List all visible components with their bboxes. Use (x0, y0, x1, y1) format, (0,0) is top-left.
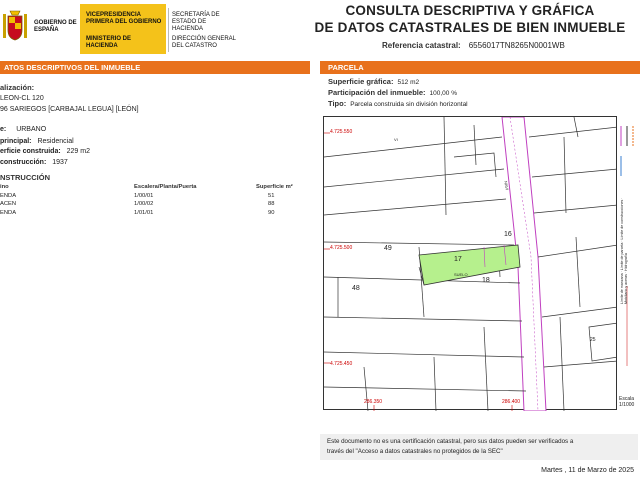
logo-divider (168, 8, 169, 52)
table-cell: ENDA (0, 209, 17, 216)
table-row (0, 193, 306, 202)
table-cell: 1/01/01 (134, 209, 154, 216)
location-label: alización: (0, 83, 35, 92)
type-value: Parcela construida sin división horizontal (350, 101, 468, 108)
gobierno-label: GOBIERNO DE ESPAÑA (34, 20, 77, 33)
use-row (0, 138, 74, 145)
direccion-label: DIRECCIÓN GENERAL DEL CATASTRO (172, 36, 236, 49)
use-value: Residencial (37, 138, 74, 145)
descriptive-data-section-bar: ATOS DESCRIPTIVOS DEL INMUEBLE (0, 61, 310, 74)
page-header (0, 0, 640, 56)
coord-label-x1: 286.350 (364, 399, 383, 405)
year-value: 1937 (52, 159, 68, 166)
participation-label: Participación del inmueble: (328, 88, 426, 97)
government-logo-block (0, 2, 240, 56)
construction-heading: NSTRUCCIÓN (0, 173, 50, 182)
coord-label-mid: 4.725.500 (330, 245, 353, 251)
built-area-row (0, 148, 90, 155)
notice-line1: Este documento no es una certificación catastral, pero sus datos pueden ser verificados a (327, 438, 574, 445)
coord-label-x2: 286.400 (502, 399, 521, 405)
construction-table (0, 184, 306, 218)
col-header-escalera: Escalera/Planta/Puerta (134, 184, 197, 190)
ministerio-label: MINISTERIO DE HACIENDA (86, 36, 132, 49)
table-cell: ACEN (0, 201, 17, 207)
document-title-line1: CONSULTA DESCRIPTIVA Y GRÁFICA (345, 3, 595, 18)
verification-notice (320, 434, 638, 460)
street-label: NAVI (503, 180, 510, 191)
vicepresidencia-label: VICEPRESIDENCIA PRIMERA DEL GOBIERNO (86, 12, 162, 25)
parcel-number-48: 48 (352, 285, 360, 292)
coord-label-top: 4.725.550 (330, 129, 353, 135)
cadastral-map[interactable] (323, 116, 617, 410)
building-tag: VI (394, 137, 398, 142)
year-label: construcción: (0, 159, 47, 166)
map-drawing (324, 117, 618, 411)
type-row (328, 99, 468, 108)
map-scale (619, 396, 634, 408)
ref-label: Referencia catastral: (382, 41, 461, 50)
col-header-superficie: Superficie m² (256, 184, 293, 190)
type-label: Tipo: (328, 99, 347, 108)
table-cell: 90 (268, 209, 275, 216)
table-row (0, 201, 306, 210)
participation-value: 100,00 % (429, 90, 457, 97)
location-line2: 96 SARIEGOS [CARBAJAL LEGUA] [LEÓN] (0, 106, 139, 113)
map-legend-strip (617, 116, 640, 410)
participation-row (328, 88, 457, 97)
graphic-area-row (328, 77, 419, 86)
table-cell: 51 (268, 192, 275, 199)
use-label: principal: (0, 138, 32, 145)
built-area-value: 229 m2 (66, 148, 90, 155)
secretaria-label: SECRETARÍA DE ESTADO DE HACIENDA (172, 12, 220, 32)
coord-label-bottom: 4.725.450 (330, 361, 353, 367)
scale-label: Escala (619, 396, 635, 402)
parcel-number-16: 16 (504, 231, 512, 238)
parcel-number-main: 17 (454, 256, 462, 263)
class-row (0, 126, 46, 133)
parcel-section-bar: PARCELA (320, 61, 640, 74)
table-cell: 1/00/01 (134, 192, 154, 199)
table-cell: 1/00/02 (134, 201, 154, 207)
scale-value: 1/1000 (619, 402, 635, 408)
class-label: e: (0, 126, 7, 133)
cadastral-reference (382, 41, 565, 50)
graphic-area-value: 512 m2 (397, 79, 420, 86)
table-row (0, 210, 306, 219)
document-title-line2: DE DATOS CATASTRALES DE BIEN INMUEBLE (314, 20, 626, 35)
col-header-destino: ino (0, 184, 9, 190)
class-value: URBANO (16, 126, 47, 133)
coat-of-arms-icon (2, 10, 28, 44)
table-header-row (0, 184, 306, 193)
legend-text: Límite de manzana · Límite de parcela · Límite de construcciones · Mobiliario y aceras · Hidrografía (620, 197, 628, 304)
table-cell: ENDA (0, 192, 17, 199)
parcel-number-49: 49 (384, 245, 392, 252)
year-row (0, 159, 68, 166)
built-area-label: erficie construida: (0, 148, 61, 155)
parcel-number-18: 18 (482, 277, 490, 284)
table-cell: 88 (268, 201, 275, 207)
document-date: Martes , 11 de Marzo de 2025 (541, 467, 634, 474)
graphic-area-label: Superficie gráfica: (328, 77, 394, 86)
parcel-sub-label: SUELO (454, 272, 468, 277)
notice-line2: través del "Acceso a datos catastrales no protegidos de la SEC" (327, 448, 503, 455)
parcel-number-25: 25 (590, 337, 596, 343)
ref-value: 6556017TN8265N0001WB (468, 41, 565, 50)
location-line1: LEON-CL 120 (0, 95, 44, 102)
